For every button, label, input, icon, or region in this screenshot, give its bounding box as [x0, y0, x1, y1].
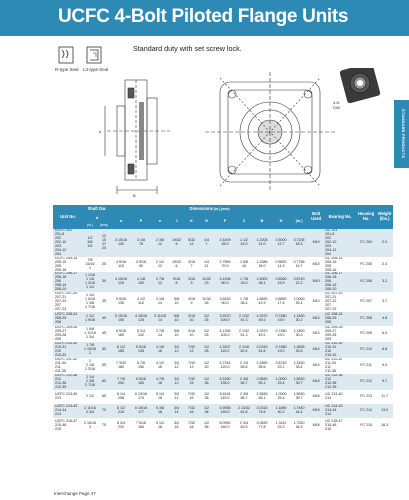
- cell-p: 5 5/16 135: [131, 342, 151, 358]
- cell-p: 6 13/16 170: [131, 390, 151, 404]
- cell-n: 0.6890 17.5: [272, 292, 290, 312]
- col-shaft-dia: Shaft Dia.: [83, 205, 111, 214]
- cell-mm: 30: [97, 272, 111, 292]
- cell-p: 3 1/8 78: [131, 229, 151, 257]
- cell-k: 7/32 16: [184, 404, 199, 418]
- cell-f: 3.5433 90.0: [214, 292, 236, 312]
- cell-weight: 2.4: [376, 257, 393, 273]
- cell-k: 7/32 16: [184, 418, 199, 432]
- cell-in: 1 1/16 1 1/8 1 3/16 1 1/4: [83, 272, 97, 292]
- table-row: [53, 374, 393, 390]
- cell-j: 19/32 6: [169, 257, 184, 273]
- cell-weight: 9.7: [376, 374, 393, 390]
- cell-z: 2 1/32 51.3: [236, 326, 252, 342]
- cell-nin: 1.5630 39.7: [290, 390, 308, 404]
- cell-f: 4.3307 110.0: [214, 342, 236, 358]
- cell-weight: 16.3: [376, 418, 393, 432]
- cell-b: 2.1890 55.6: [252, 358, 272, 374]
- table-row: [53, 342, 393, 358]
- cell-g: 1/2 36: [199, 390, 214, 404]
- cell-z: 2 3/4 62.5: [236, 418, 252, 432]
- table-row: [53, 390, 393, 404]
- cell-a: 6 5/16 160: [111, 326, 131, 342]
- cell-e: 5 1/2 18: [151, 418, 169, 432]
- cell-in: 1/2 5/8 3/4: [83, 229, 97, 257]
- cell-unit: UCFC 210-30 210-31 210 210-32: [53, 342, 83, 358]
- cell-bearing: UC 207-20 207-21 207-22 207 207-23: [324, 292, 356, 312]
- cell-bearing: UC 206-17 206-18 206 206-19 206-20: [324, 272, 356, 292]
- header-bar: [0, 0, 409, 36]
- cell-unit: UCFC 208-24 208-25 208: [53, 312, 83, 326]
- cell-weight: 6.8: [376, 342, 393, 358]
- cell-b: 3.0315 74.6: [252, 404, 272, 418]
- col-g: G: [199, 214, 214, 229]
- cell-g: 1/2 26: [199, 312, 214, 326]
- cell-p: 3 9/16 90: [131, 257, 151, 273]
- cell-n: 0.5000 12.7: [272, 229, 290, 257]
- cell-b: 2.5630 65.1: [252, 374, 272, 390]
- cell-unit: UCFC 201 201-8 202 202-10 203 204-12 204: [53, 229, 83, 257]
- cell-bearing: UC 208-24 208-25 208: [324, 312, 356, 326]
- cell-bolt: M14: [308, 358, 324, 374]
- section-tab-label: STANDARD PRODUCTS: [401, 109, 406, 159]
- cell-n: 1.1890 30.2: [272, 404, 290, 418]
- footer-note: Interchange Page 47: [54, 491, 96, 496]
- cell-in: 2 15/16 3: [83, 418, 97, 432]
- product-subtitle: Standard duty with set screw lock.: [133, 44, 242, 53]
- technical-drawing: [55, 68, 385, 200]
- cell-b: 1.2205 31.0: [252, 229, 272, 257]
- cell-f: 5.3150 135.0: [214, 374, 236, 390]
- cell-e: 5 1/4 18: [151, 390, 169, 404]
- cell-j: 9/16 8: [169, 272, 184, 292]
- cell-a: 6 1/2 165: [111, 342, 131, 358]
- cell-bearing: UC 215-47 215-48 215: [324, 418, 356, 432]
- cell-bolt: M12: [308, 326, 324, 342]
- col-unit-no: Unit No.: [53, 205, 83, 229]
- cell-in: 2 2 1/8 2 3/16: [83, 358, 97, 374]
- cell-b: 1.9370 49.2: [252, 312, 272, 326]
- cell-bolt: M16: [308, 418, 324, 432]
- cell-z: 2 1/16 52.4: [236, 342, 252, 358]
- cell-mm: 40: [97, 312, 111, 326]
- cell-p: 5 7/8 150: [131, 358, 151, 374]
- cell-a: 5 5/16 135: [111, 292, 131, 312]
- cell-nin: 1.0000 25.4: [290, 292, 308, 312]
- cell-f: 3.9370 100.0: [214, 312, 236, 326]
- cell-p: 4 15/16 125: [131, 312, 151, 326]
- col-bearing-no: Bearing No.: [324, 205, 356, 229]
- cell-j: 3/4 16: [169, 418, 184, 432]
- cell-f: 3.1496 80.0: [214, 272, 236, 292]
- cell-g: 1/2 36: [199, 404, 214, 418]
- cell-bearing: UC 201 201-8 202 202-10 203 204-12 204: [324, 229, 356, 257]
- cell-mm: 50: [97, 342, 111, 358]
- col-n-in: (in.): [290, 214, 308, 229]
- col-housing-no: Housing No.: [356, 205, 376, 229]
- cell-p: 6 5/16 160: [131, 374, 151, 390]
- cell-f: 5.5118 140.0: [214, 390, 236, 404]
- cell-bearing: UC 213-40 213: [324, 390, 356, 404]
- table-row: [53, 404, 393, 418]
- col-d: d: [83, 214, 111, 222]
- cell-bolt: M10: [308, 272, 324, 292]
- cell-mm: 35: [97, 292, 111, 312]
- side-view: [99, 80, 170, 198]
- cell-z: 1 5/8 16: [236, 257, 252, 273]
- cell-g: 1/4 21: [199, 257, 214, 273]
- cell-g: 11/32 26: [199, 292, 214, 312]
- cell-mm: 55: [97, 358, 111, 374]
- cell-a: 8 1/2 215: [111, 404, 131, 418]
- cell-bearing: UC 211-32 211-34 211 211-35: [324, 358, 356, 374]
- cell-f: 2.7559 70.0: [214, 257, 236, 273]
- cell-e: 3 11/16 14: [151, 312, 169, 326]
- cell-n: 0.7480 19.0: [272, 342, 290, 358]
- cell-mm: 75: [97, 418, 111, 432]
- cell-mm: 45: [97, 326, 111, 342]
- cell-weight: 3.2: [376, 272, 393, 292]
- cell-f: 2.4409 35.0: [214, 229, 236, 257]
- table-body: [53, 229, 393, 433]
- col-p: P: [131, 214, 151, 229]
- cell-b: 1.9370 49.2: [252, 326, 272, 342]
- cell-g: 1/2 26: [199, 326, 214, 342]
- cell-a: 7 3/32 180: [111, 358, 131, 374]
- cell-mm: 25: [97, 257, 111, 273]
- page-title: UCFC 4-Bolt Piloted Flange Units: [58, 6, 349, 27]
- cell-b: 1.3386 34.0: [252, 257, 272, 273]
- cell-unit: UCFC 209-26 209-27 209-28 209: [53, 326, 83, 342]
- cell-a: 4 15/16 125: [111, 272, 131, 292]
- cell-housing: FC 209: [356, 326, 376, 342]
- cell-nin: 1.3150 33.4: [290, 358, 308, 374]
- table-row: [53, 358, 393, 374]
- cell-z: 2 3/8 56.7: [236, 390, 252, 404]
- cell-unit: UCFC 206-17 206-18 206 206-19 206-20: [53, 272, 83, 292]
- cell-nin: 0.8740 22.2: [290, 272, 308, 292]
- cell-b: 3.0630 77.8: [252, 418, 272, 432]
- col-k: K: [184, 214, 199, 229]
- cell-k: 3/16 9: [184, 272, 199, 292]
- cell-bolt: M10: [308, 257, 324, 273]
- cell-unit: UCFC 213-40 213: [53, 390, 83, 404]
- cell-j: 3/4 12: [169, 342, 184, 358]
- cell-housing: FC 213: [356, 390, 376, 404]
- cell-unit: UCFC 215-47 215-48 215: [53, 418, 83, 432]
- cell-z: 1 7/8 36.4: [236, 292, 252, 312]
- drawing-label-nd: 4-N: [333, 100, 340, 105]
- cell-weight: 4.8: [376, 312, 393, 326]
- cell-bolt: M16: [308, 404, 324, 418]
- cell-weight: 6.0: [376, 326, 393, 342]
- cell-j: 3/4 12: [169, 374, 184, 390]
- cell-bolt: M12: [308, 312, 324, 326]
- cell-p: 4 1/2 110: [131, 292, 151, 312]
- col-bolt-used: Bolt Used: [308, 205, 324, 229]
- cell-g: 1/2 36: [199, 418, 214, 432]
- cell-housing: FC 214: [356, 404, 376, 418]
- cell-b: 1.5000 38.1: [252, 272, 272, 292]
- cell-z: 2 1/32 51.3: [236, 312, 252, 326]
- cell-bolt: M10: [308, 292, 324, 312]
- cell-housing: FC 208: [356, 312, 376, 326]
- table-row: [53, 312, 393, 326]
- spec-table: [53, 205, 393, 433]
- cell-unit: UCFC 212-36 212 212-38 212-39: [53, 374, 83, 390]
- cell-nin: 0.7205 18.3: [290, 229, 308, 257]
- cell-nin: 0.7756 19.7: [290, 257, 308, 273]
- col-e: e: [151, 214, 169, 229]
- cell-mm: 60: [97, 374, 111, 390]
- cell-nin: 1.1890 30.2: [290, 326, 308, 342]
- cell-k: 7/32 13: [184, 358, 199, 374]
- cell-j: 3/4 14: [169, 404, 184, 418]
- cell-bearing: UC 214-43 214-44 214: [324, 404, 356, 418]
- cell-f: 5.9055 150.0: [214, 404, 236, 418]
- cell-p: 4 1/8 100: [131, 272, 151, 292]
- cell-housing: FC 207: [356, 292, 376, 312]
- cell-g: 11/32 23: [199, 272, 214, 292]
- l3-type-seal-label: L3-type Seal: [83, 67, 109, 72]
- cell-k: 7/32 15: [184, 374, 199, 390]
- cell-k: 3/16 9: [184, 292, 199, 312]
- svg-text:d: d: [99, 129, 102, 134]
- r-type-seal-label: R-type Seal: [55, 67, 79, 72]
- cell-housing: FC 212: [356, 374, 376, 390]
- cell-j: 19/32 5: [169, 229, 184, 257]
- cell-bearing: UC 210-30 210-31 210 210-32: [324, 342, 356, 358]
- table-header-row: [53, 205, 393, 214]
- cell-e: 2 7/8 12: [151, 272, 169, 292]
- cell-g: 1/2 28: [199, 342, 214, 358]
- cell-e: 5 3/8 18: [151, 404, 169, 418]
- cell-nin: 1.5630 39.7: [290, 374, 308, 390]
- cell-nin: 1.7440 44.4: [290, 404, 308, 418]
- cell-bolt: M16: [308, 390, 324, 404]
- cell-weight: 11.7: [376, 390, 393, 404]
- cell-f: 6.0992 160.0: [214, 418, 236, 432]
- cell-e: 4 7/8 18: [151, 374, 169, 390]
- drawing-label-drill: Drill: [333, 105, 340, 110]
- cell-housing: FC 211: [356, 358, 376, 374]
- cell-z: 2 13/32 61.6: [236, 404, 252, 418]
- col-in: (in.): [83, 222, 97, 229]
- table-row: [53, 257, 393, 273]
- cell-f: 4.1339 105.0: [214, 326, 236, 342]
- cell-z: 2 1/4 55.6: [236, 358, 252, 374]
- section-tab[interactable]: [394, 100, 409, 168]
- svg-text:B: B: [133, 193, 136, 198]
- cell-bolt: M14: [308, 342, 324, 358]
- cell-z: 1 1/2 43.0: [236, 229, 252, 257]
- cell-j: 3/4 12: [169, 390, 184, 404]
- cell-n: 1.0000 25.4: [272, 390, 290, 404]
- cell-in: 1 1/4 1 5/16 1 3/8 1 7/16: [83, 292, 97, 312]
- col-n: N: [272, 214, 290, 229]
- cell-e: 3 1/8 14: [151, 292, 169, 312]
- cell-k: 7/32 12: [184, 342, 199, 358]
- cell-weight: 2.0: [376, 229, 393, 257]
- cell-unit: UCFC 211-32 211-34 211 211-35: [53, 358, 83, 374]
- table-row: [53, 292, 393, 312]
- table-row: [53, 418, 393, 432]
- cell-a: 7 7/8 200: [111, 374, 131, 390]
- cell-bearing: UC 209-26 209-27 209-28 209: [324, 326, 356, 342]
- front-view: [205, 72, 335, 192]
- cell-housing: FC 210: [356, 342, 376, 358]
- dimensions-table: [53, 205, 393, 487]
- cell-bearing: UC 212-36 212 212-38 212-39: [324, 374, 356, 390]
- cell-bearing: UC 205-14 205-15 205 205-16: [324, 257, 356, 273]
- cell-in: 1 5/8 1 11/16 1 3/4: [83, 326, 97, 342]
- col-a: a: [111, 214, 131, 229]
- cell-bolt: M16: [308, 374, 324, 390]
- col-z: Z: [236, 214, 252, 229]
- cell-e: 3 7/8 14: [151, 326, 169, 342]
- cell-j: 5/8 10: [169, 292, 184, 312]
- cell-p: 7 5/16 184: [131, 418, 151, 432]
- col-mm: (mm): [97, 222, 111, 229]
- cell-a: 8 3/4 220: [111, 418, 131, 432]
- cell-in: 2 11/16 2 3/4: [83, 404, 97, 418]
- col-j: J: [169, 214, 184, 229]
- cell-nin: 1.7520 44.5: [290, 418, 308, 432]
- cell-j: 5/8 10: [169, 326, 184, 342]
- cell-k: 3/16 10: [184, 326, 199, 342]
- cell-k: 3/16 10: [184, 312, 199, 326]
- cell-b: 2.0315 51.6: [252, 342, 272, 358]
- cell-nin: 1.1890 30.2: [290, 312, 308, 326]
- cell-a: 8 1/4 208: [111, 390, 131, 404]
- cell-e: 2 1/2 12: [151, 257, 169, 273]
- cell-j: 5/8 10: [169, 312, 184, 326]
- cell-in: 2 1/2: [83, 390, 97, 404]
- table-row: [53, 229, 393, 257]
- cell-a: 5 15/16 150: [111, 312, 131, 326]
- col-weight: Weight (lbs.): [376, 205, 393, 229]
- cell-housing: FC 204: [356, 229, 376, 257]
- cell-e: 2 3/8 12: [151, 229, 169, 257]
- cell-e: 4 1/2 16: [151, 358, 169, 374]
- cell-unit: UCFC 207-20 207-21 207-22 207 207-23: [53, 292, 83, 312]
- cell-p: 6 15/16 177: [131, 404, 151, 418]
- cell-unit: UCFC 205-14 205-15 205 205-16: [53, 257, 83, 273]
- table-row: [53, 326, 393, 342]
- cell-g: 1/2 30: [199, 358, 214, 374]
- cell-g: 1/4 7: [199, 229, 214, 257]
- cell-n: 1.0000 25.4: [272, 374, 290, 390]
- cell-k: 7/32 15: [184, 390, 199, 404]
- cell-housing: FC 205: [356, 257, 376, 273]
- cell-housing: FC 206: [356, 272, 376, 292]
- cell-mm: 65: [97, 390, 111, 404]
- flange-unit-drawing: [55, 68, 385, 200]
- col-f: F: [214, 214, 236, 229]
- cell-e: 4 1/8 16: [151, 342, 169, 358]
- col-b: B: [252, 214, 272, 229]
- table-row: [53, 272, 393, 292]
- cell-housing: FC 215: [356, 418, 376, 432]
- cell-a: 3 15/16 100: [111, 229, 131, 257]
- cell-z: 2 3/8 56.7: [236, 374, 252, 390]
- col-dimensions: Dimensions (in.) (mm): [111, 205, 308, 214]
- cell-a: 4 5/16 115: [111, 257, 131, 273]
- cell-k: 3/16 7: [184, 257, 199, 273]
- cell-n: 1.3110 33.3: [272, 418, 290, 432]
- cell-p: 5 1/4 132: [131, 326, 151, 342]
- cell-weight: 13.0: [376, 404, 393, 418]
- cell-n: 0.7480 19.0: [272, 326, 290, 342]
- cell-z: 1 7/8 33.0: [236, 272, 252, 292]
- cell-bolt: M10: [308, 229, 324, 257]
- cell-weight: 3.7: [376, 292, 393, 312]
- cell-b: 1.6890 42.9: [252, 292, 272, 312]
- cell-in: 1 1/2 1 9/16: [83, 312, 97, 326]
- cell-in: 7/8 15/16 1: [83, 257, 97, 273]
- cell-n: 0.7480 19.0: [272, 312, 290, 326]
- cell-in: 1 7/8 1 15/16 2: [83, 342, 97, 358]
- cell-n: 0.6260 15.9: [272, 272, 290, 292]
- cell-n: 0.8740 22.2: [272, 358, 290, 374]
- cell-n: 0.5630 14.3: [272, 257, 290, 273]
- cell-g: 1/2 36: [199, 374, 214, 390]
- cell-mm: 70: [97, 404, 111, 418]
- cell-nin: 1.2835 32.6: [290, 342, 308, 358]
- cell-b: 2.5630 65.1: [252, 390, 272, 404]
- cell-f: 4.7244 120.0: [214, 358, 236, 374]
- cell-weight: 9.0: [376, 358, 393, 374]
- cell-in: 2 1/4 2 3/8 2 7/16: [83, 374, 97, 390]
- cell-j: 3/4 12: [169, 358, 184, 374]
- cell-k: 5/32 12: [184, 229, 199, 257]
- cell-mm: 12 15 17 20: [97, 229, 111, 257]
- bearing-photo: [339, 68, 381, 104]
- cell-unit: UCFC 214-43 214-44 214: [53, 404, 83, 418]
